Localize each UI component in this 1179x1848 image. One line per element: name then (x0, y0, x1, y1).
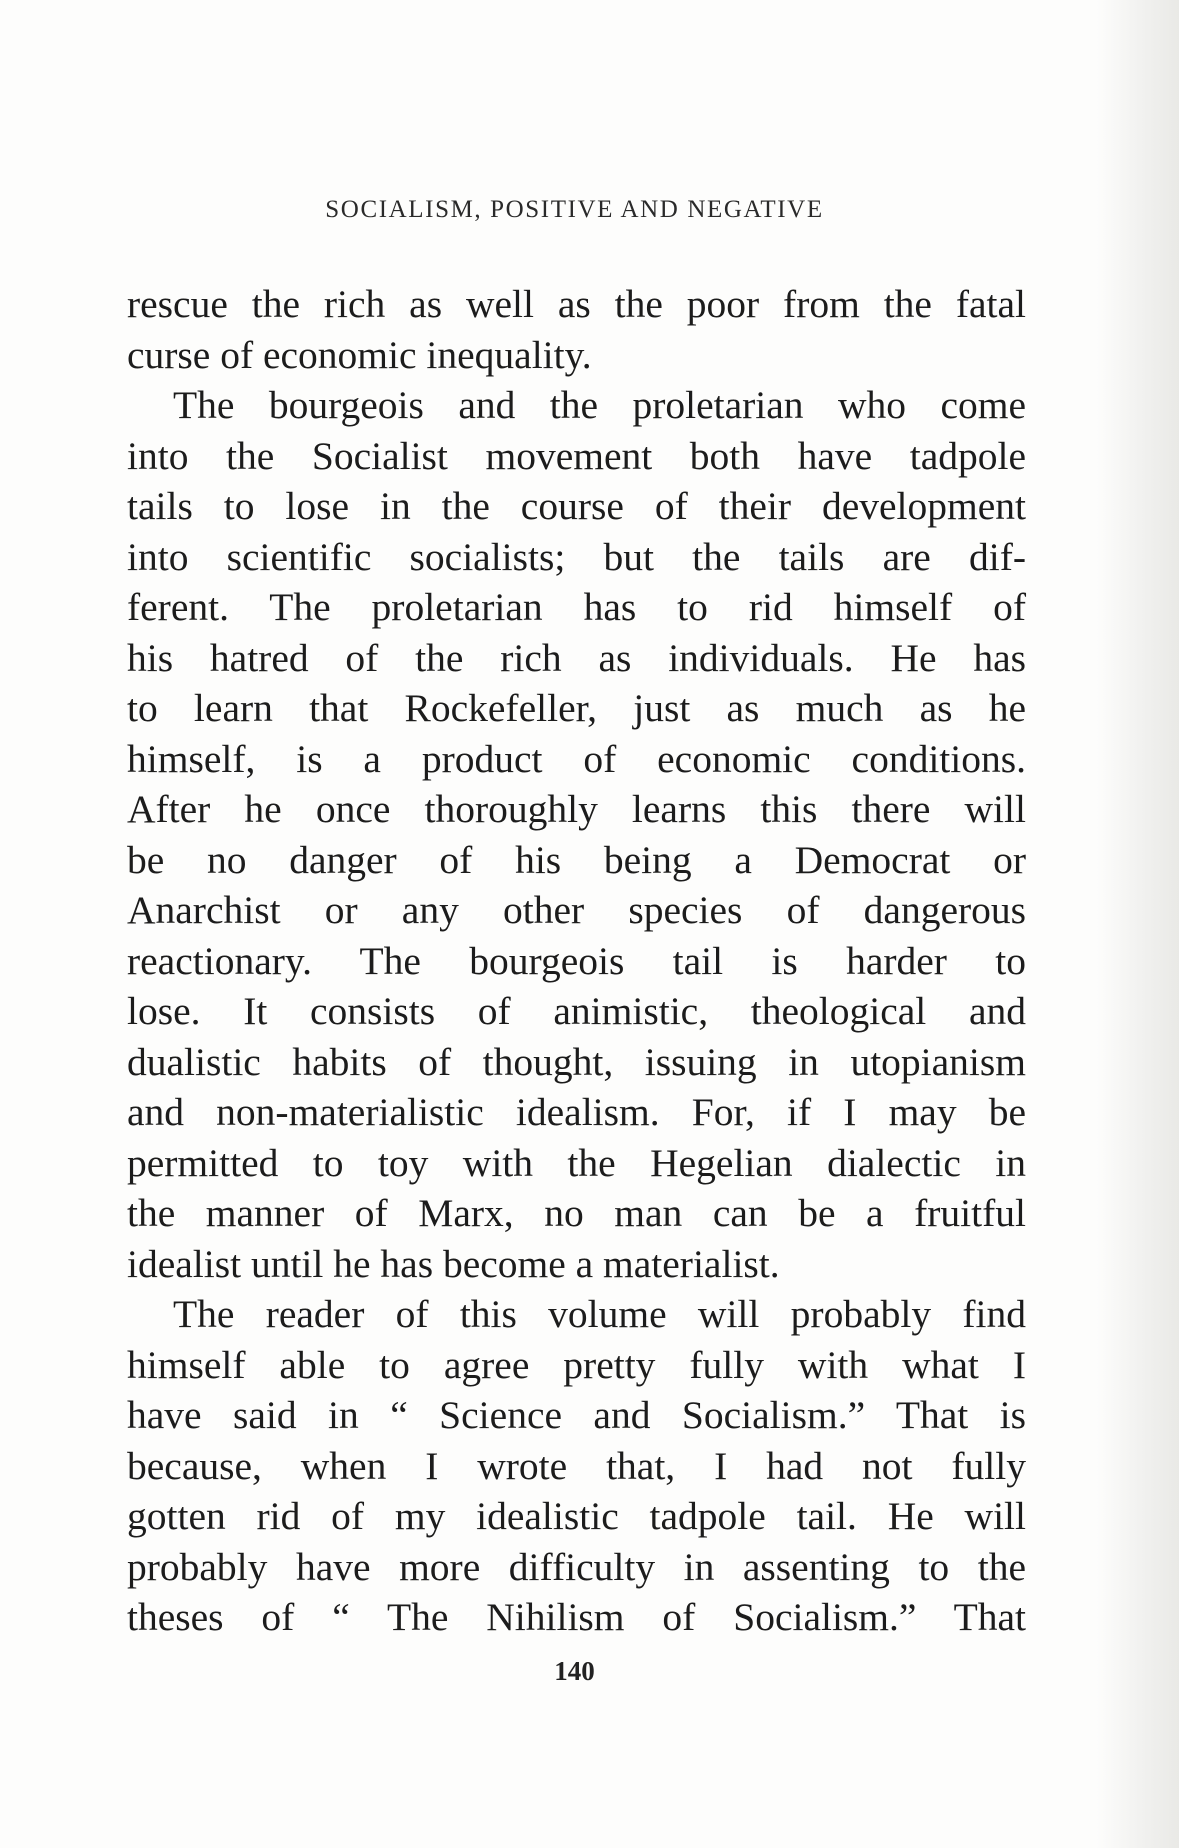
text-line: idealist until he has become a materialist. (127, 1241, 780, 1286)
text-line: theses of “ The Nihilism of Socialism.” That (127, 1595, 1026, 1639)
text-line: into scientific socialists; but the tails are dif- (127, 534, 1026, 579)
text-line: himself able to agree pretty fully with what I (127, 1342, 1026, 1387)
text-line: have said in “ Science and Socialism.” That is (127, 1393, 1026, 1437)
text-line: After he once thoroughly learns this there will (127, 787, 1026, 831)
text-line: The bourgeois and the proletarian who come (173, 383, 1026, 427)
text-line: reactionary. The bourgeois tail is harder to (127, 938, 1026, 983)
text-line: into the Socialist movement both have tadpole (127, 433, 1026, 478)
running-head: SOCIALISM, POSITIVE AND NEGATIVE (325, 196, 824, 223)
text-line: ferent. The proletarian has to rid himself of (127, 585, 1026, 629)
text-line: Anarchist or any other species of dangerous (127, 888, 1026, 932)
text-line: and non-materialistic idealism. For, if I may be (127, 1090, 1026, 1134)
text-line: rescue the rich as well as the poor from the fatal (127, 282, 1026, 326)
text-line: lose. It consists of animistic, theological and (127, 989, 1026, 1033)
text-line: dualistic habits of thought, issuing in utopianism (127, 1039, 1026, 1084)
text-line: his hatred of the rich as individuals. He has (127, 635, 1026, 680)
text-line: probably have more difficulty in assenting to the (127, 1544, 1026, 1589)
text-line: the manner of Marx, no man can be a fruitful (127, 1191, 1026, 1235)
text-line: himself, is a product of economic conditions. (127, 736, 1026, 781)
text-line: be no danger of his being a Democrat or (127, 837, 1026, 882)
text-line: tails to lose in the course of their development (127, 484, 1026, 528)
text-line: because, when I wrote that, I had not fully (127, 1443, 1026, 1488)
text-line: curse of economic inequality. (127, 332, 592, 377)
text-line: permitted to toy with the Hegelian dialectic in (127, 1140, 1026, 1185)
page-number: 140 (554, 1656, 595, 1686)
body-text (127, 279, 1026, 1643)
text-line: to learn that Rockefeller, just as much as he (127, 686, 1026, 730)
text-line: The reader of this volume will probably find (173, 1292, 1026, 1336)
text-line: gotten rid of my idealistic tadpole tail. He will (127, 1494, 1026, 1538)
